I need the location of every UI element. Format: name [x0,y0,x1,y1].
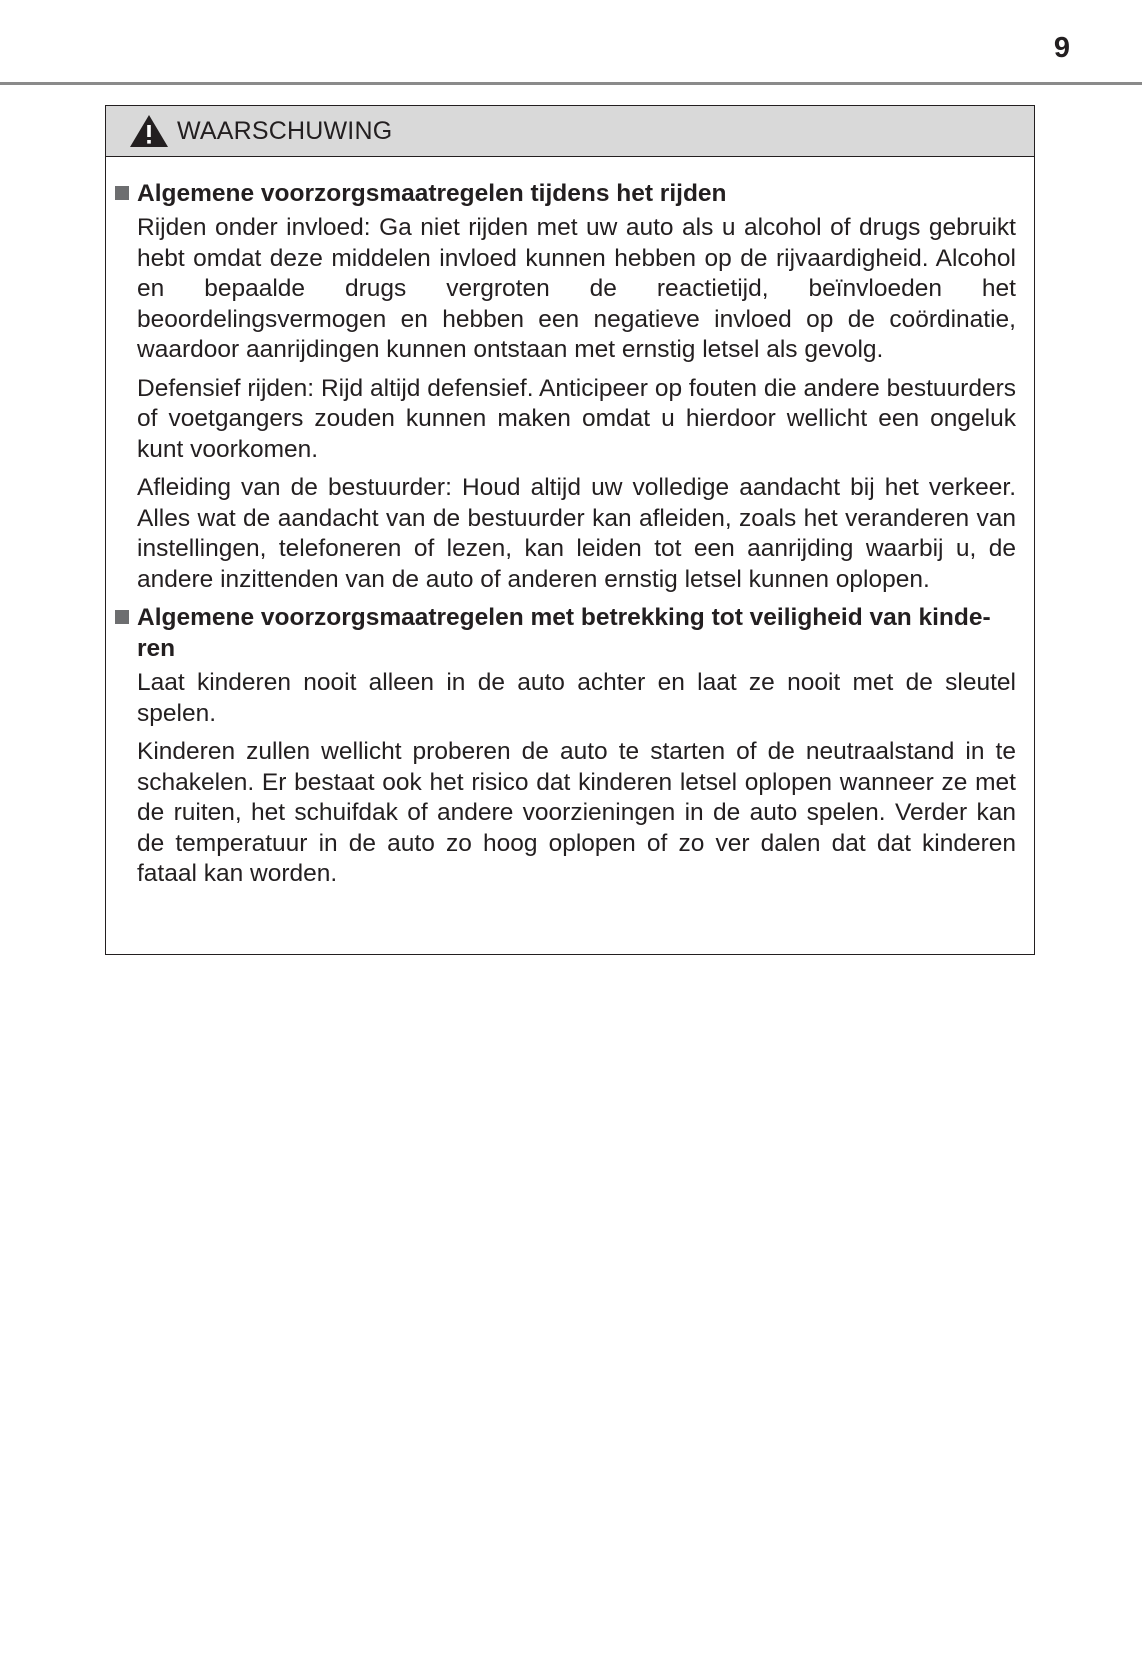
warning-title: WAARSCHUWING [177,116,393,145]
page-number: 9 [1053,32,1070,64]
section-heading [115,178,1016,209]
paragraph-driving-under-influence: Rijden onder invloed: Ga niet rijden met uw auto als u alcohol of drugs gebruikt hebt omdat deze middelen invloed kunnen hebben op de rijvaardigheid. Alcohol en bepaalde drugs vergroten de reactietijd, beïnvloeden het beoordelingsvermogen en hebben een negatieve invloed op de coördinatie, waardoor aanrijdingen kunnen ontstaan met ernstig letsel als gevolg. [137,214,1016,363]
section-driving-precautions [115,178,1016,595]
section-heading [115,602,1016,664]
square-bullet-icon [115,610,129,624]
paragraph-defensive-driving: Defensief rijden: Rijd altijd defensief. Anticipeer op fouten die andere bestuurders of voetgangers zouden kunnen maken omdat u hierdoor wellicht een ongeluk kunt voorkomen. [137,374,1016,463]
paragraph-children-alone: Laat kinderen nooit alleen in de auto achter en laat ze nooit met de sleutel spelen. [137,669,1016,727]
paragraph-children-risks: Kinderen zullen wellicht proberen de auto te starten of de neutraalstand in te schakelen. Er bestaat ook het risico dat kinderen letsel oplopen wanneer ze met de ruiten, het schuifdak of andere voorzieningen in de auto spelen. Verder kan de temperatuur in de auto zo hoog oplopen of zo ver dalen dat dat kinderen fataal kan worden. [137,738,1016,887]
header-divider [0,82,1142,85]
section-heading-text: Algemene voorzorgsmaatregelen tijdens het rijden [137,180,727,207]
square-bullet-icon [115,186,129,200]
warning-triangle-icon [129,114,169,148]
paragraph-driver-distraction: Afleiding van de bestuurder: Houd altijd uw volledige aandacht bij het verkeer. Alles wat de aandacht van de bestuurder kan afleiden, zoals het veranderen van instellingen, telefoneren of lezen, kan leiden tot een aanrijding waarbij u, de andere inzittenden van de auto of anderen ernstig letsel kunnen oplopen. [137,474,1016,593]
section-heading-text: Algemene voorzorgsmaatregelen met betrekking tot veiligheid van kinderen [137,604,991,662]
warning-box [105,105,1035,955]
warning-header [106,106,1034,157]
warning-body [106,157,1034,890]
section-child-safety [115,602,1016,890]
